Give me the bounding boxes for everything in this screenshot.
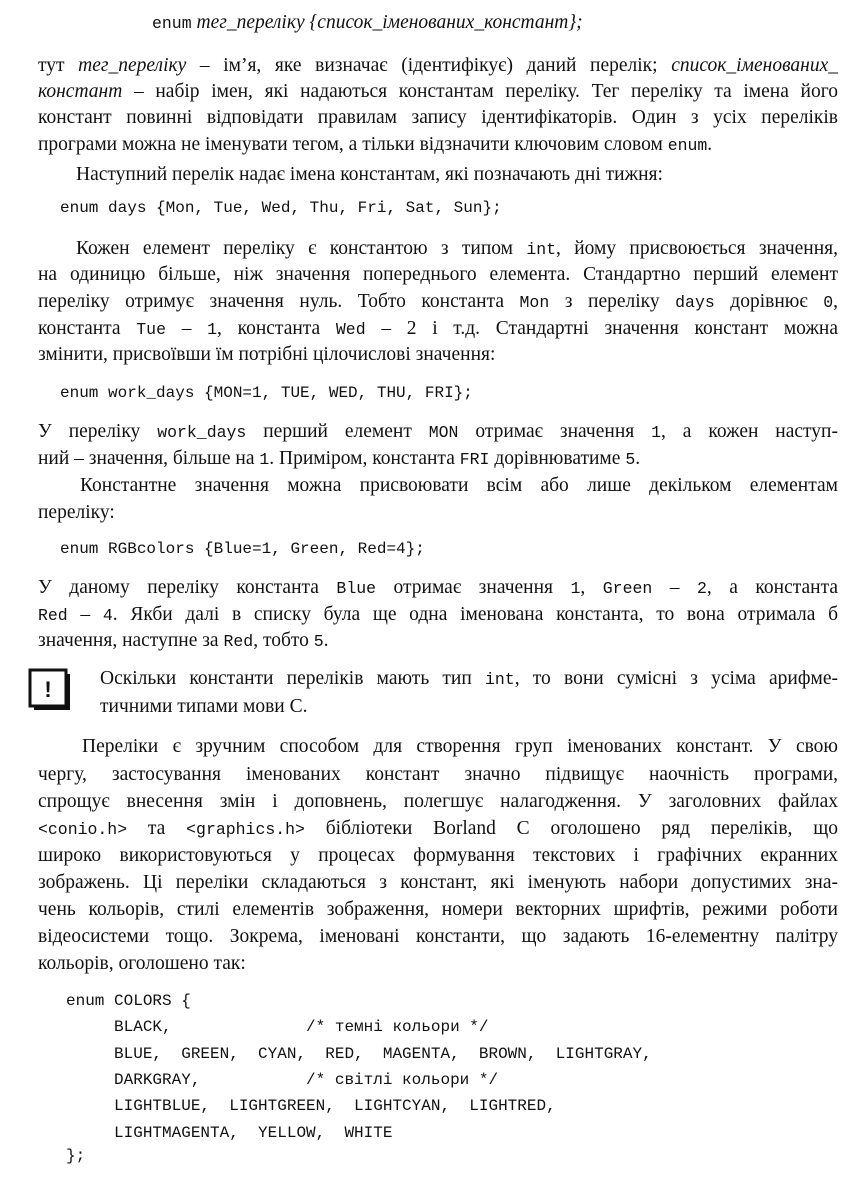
p2-line: Наступний перелік надає імена константам, які позначають дні тижня: [76, 164, 663, 185]
enum-keyword: enum [152, 14, 192, 33]
p6-line-1: У даному переліку константа Blue отримає значення 1, Green – 2, а константа [38, 577, 839, 598]
p1-line-2: констант – набір імен, які надаються константам переліку. Тег переліку та імена його [38, 81, 838, 102]
p6-line-2: Red – 4. Якби далі в списку була ще одна іменована константа, то вона отримала б [38, 604, 838, 625]
code-colors-line-6: LIGHTMAGENTA, YELLOW, WHITE [66, 1124, 393, 1142]
p4-line-1: У переліку work_days перший елемент MON отримає значення 1, а кожен наступ- [38, 421, 838, 442]
p3-line-5: змінити, присвоївши їм потрібні цілочислові значення: [38, 344, 496, 365]
p6-line-3: значення, наступне за Red, тобто 5. [38, 630, 329, 651]
p7-line-1: Переліки є зручним способом для створення груп іменованих констант. У свою [82, 736, 838, 757]
syntax-tag: тег_переліку [196, 12, 305, 33]
code-work-days: enum work_days {MON=1, TUE, WED, THU, FRI}; [60, 384, 473, 402]
code-colors-line-1: enum COLORS { [66, 992, 191, 1010]
p3-line-3: переліку отримує значення нуль. Тобто константа Mon з переліку days дорівнює 0, [38, 291, 839, 312]
code-colors-line-5: LIGHTBLUE, LIGHTGREEN, LIGHTCYAN, LIGHTRED, [66, 1097, 556, 1115]
p7-line-7: чень кольорів, стилі елементів зображення, номери векторних шрифтів, режими роботи [38, 899, 838, 920]
p7-line-5: широко використовуються у процесах формування текстових і графічних екранних [38, 845, 838, 866]
p3-line-2: на одиницю більше, ніж значення попереднього елемента. Стандартно перший елемент [38, 264, 838, 285]
p3-line-1: Кожен елемент переліку є константою з типом int, йому присвоюється значення, [76, 238, 839, 259]
note-warning-icon [28, 668, 72, 712]
note-line-2: тичними типами мови С. [100, 696, 308, 717]
p1-line-1: тут тег_переліку – ім’я, яке визначає (ідентифікує) даний перелік; список_іменованих_ [38, 55, 838, 76]
p3-line-4: константа Tue – 1, константа Wed – 2 і т.д. Стандартні значення констант можна [38, 318, 839, 339]
p7-line-9: кольорів, оголошено так: [38, 953, 246, 974]
code-days: enum days {Mon, Tue, Wed, Thu, Fri, Sat, Sun}; [60, 199, 502, 217]
code-colors-line-7: }; [66, 1147, 86, 1165]
code-rgbcolors: enum RGBcolors {Blue=1, Green, Red=4}; [60, 540, 425, 558]
code-colors-line-3: BLUE, GREEN, CYAN, RED, MAGENTA, BROWN, LIGHTGRAY, [66, 1045, 652, 1063]
p7-line-8: відеосистеми тощо. Зокрема, іменовані константи, що задають 16-елементну палітру [38, 926, 838, 947]
note-line-1: Оскільки константи переліків мають тип int, то вони сумісні з усіма арифме- [100, 668, 838, 689]
enum-syntax-line [152, 10, 860, 37]
p7-line-2: чергу, застосування іменованих констант значно підвищує наочність програми, [38, 764, 838, 785]
p4-line-2: ний – значення, більше на 1. Приміром, константа FRI дорівнюватиме 5. [38, 448, 641, 469]
p7-line-3: спрощує внесення змін і доповнень, полегшує налагодження. У заголовних файлах [38, 791, 838, 812]
syntax-list: {список_іменованих_констант}; [309, 12, 583, 33]
p1-line-3: констант повинні відповідати правилам запису ідентифікаторів. Один з усіх переліків [38, 107, 838, 128]
p5-line-2: переліку: [38, 502, 115, 523]
p7-line-6: зображень. Ці переліки складаються з констант, які іменують набори допустимих зна- [38, 872, 838, 893]
code-colors-line-2: BLACK, /* темні кольори */ [66, 1018, 489, 1036]
p1-line-4: програми можна не іменувати тегом, а тільки відзначити ключовим словом enum. [38, 134, 713, 155]
code-colors-line-4: DARKGRAY, /* світлі кольори */ [66, 1071, 499, 1089]
p7-line-4: <conio.h> та <graphics.h> бібліотеки Borland C оголошено ряд переліків, що [38, 818, 838, 839]
p5-line-1: Константне значення можна присвоювати всім або лише декільком елементам [80, 475, 838, 496]
svg-text:!: ! [44, 677, 52, 702]
